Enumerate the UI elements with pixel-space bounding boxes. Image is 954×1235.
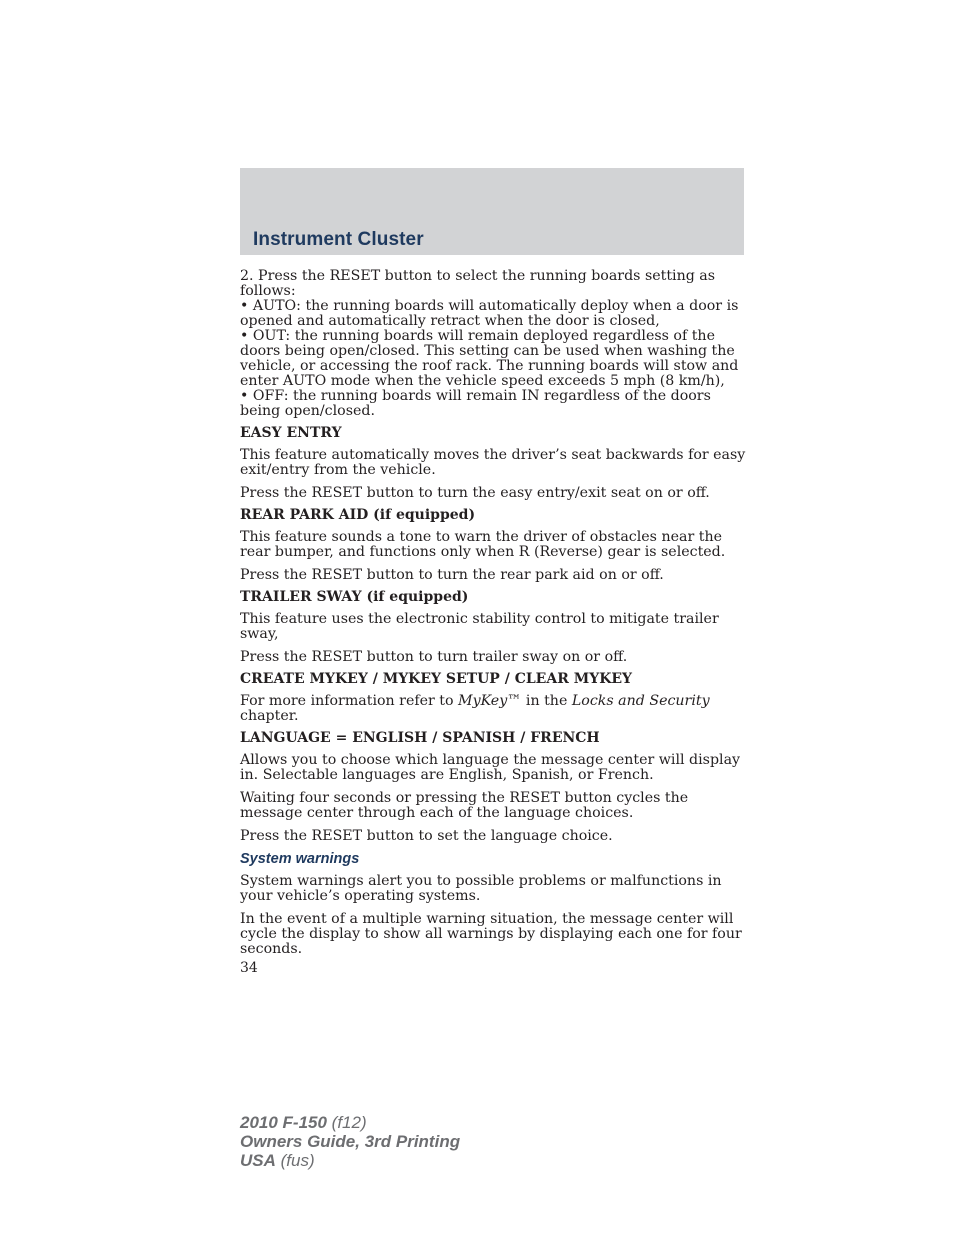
heading-trailer-sway: TRAILER SWAY (if equipped) (240, 589, 469, 605)
language-instruction: Press the RESET button to set the language choice. (240, 828, 613, 844)
easy-entry-instruction: Press the RESET button to turn the easy entry/exit seat on or off. (240, 485, 710, 501)
section-title: Instrument Cluster (253, 229, 424, 250)
heading-mykey: CREATE MYKEY / MYKEY SETUP / CLEAR MYKEY (240, 671, 633, 687)
footer-guide-edition: Owners Guide, 3rd Printing (240, 1132, 461, 1151)
multiple-warnings-description: In the event of a multiple warning situation, the message center will cycle the display to show all warnings by displaying each one for four seconds. (240, 911, 742, 957)
mykey-reference: MyKey™ (458, 693, 522, 709)
mykey-text-b: in the (521, 693, 572, 709)
locks-security-reference: Locks and Security (571, 693, 710, 709)
bullet-auto: • AUTO: the running boards will automatically deploy when a door is opened and automatically retract when the door is closed, (240, 298, 739, 329)
mykey-description (240, 694, 746, 724)
footer-market-code: (fus) (275, 1151, 315, 1170)
bullet-off: • OFF: the running boards will remain IN regardless of the doors being open/closed. (240, 388, 711, 419)
bullet-out: • OUT: the running boards will remain deployed regardless of the doors being open/closed. This setting can be used when washing the vehicle, or accessing the roof rack. The running boards will stow and enter AUTO mode when the vehicle speed exceeds 5 mph (8 km/h), (240, 328, 739, 389)
heading-easy-entry: EASY ENTRY (240, 425, 342, 441)
section-header-band (240, 168, 744, 255)
system-warnings-description: System warnings alert you to possible problems or malfunctions in your vehicle’s operating systems. (240, 873, 722, 904)
page-content (240, 269, 746, 984)
easy-entry-description: This feature automatically moves the driver’s seat backwards for easy exit/entry from the vehicle. (240, 447, 746, 478)
rear-park-aid-description: This feature sounds a tone to warn the driver of obstacles near the rear bumper, and functions only when R (Reverse) gear is selected. (240, 529, 726, 560)
footer-model-code: (f12) (326, 1113, 367, 1132)
step-instruction: 2. Press the RESET button to select the running boards setting as follows: (240, 268, 716, 299)
heading-rear-park-aid: REAR PARK AID (if equipped) (240, 507, 476, 523)
heading-language: LANGUAGE = ENGLISH / SPANISH / FRENCH (240, 730, 600, 746)
footer-market: USA (240, 1151, 276, 1170)
footer-model-line (240, 1113, 460, 1132)
trailer-sway-instruction: Press the RESET button to turn trailer sway on or off. (240, 649, 628, 665)
language-cycle-description: Waiting four seconds or pressing the RESET button cycles the message center through each of the language choices. (240, 790, 689, 821)
footer-model: 2010 F-150 (240, 1113, 327, 1132)
mykey-text-c: chapter. (240, 708, 299, 724)
language-description: Allows you to choose which language the message center will display in. Selectable languages are English, Spanish, or French. (240, 752, 741, 783)
trailer-sway-description: This feature uses the electronic stability control to mitigate trailer sway, (240, 611, 719, 642)
page-number: 34 (240, 960, 258, 976)
mykey-text-a: For more information refer to (240, 693, 459, 709)
document-footer (240, 1113, 460, 1170)
heading-system-warnings: System warnings (240, 851, 360, 867)
footer-market-line (240, 1151, 460, 1170)
rear-park-aid-instruction: Press the RESET button to turn the rear park aid on or off. (240, 567, 664, 583)
